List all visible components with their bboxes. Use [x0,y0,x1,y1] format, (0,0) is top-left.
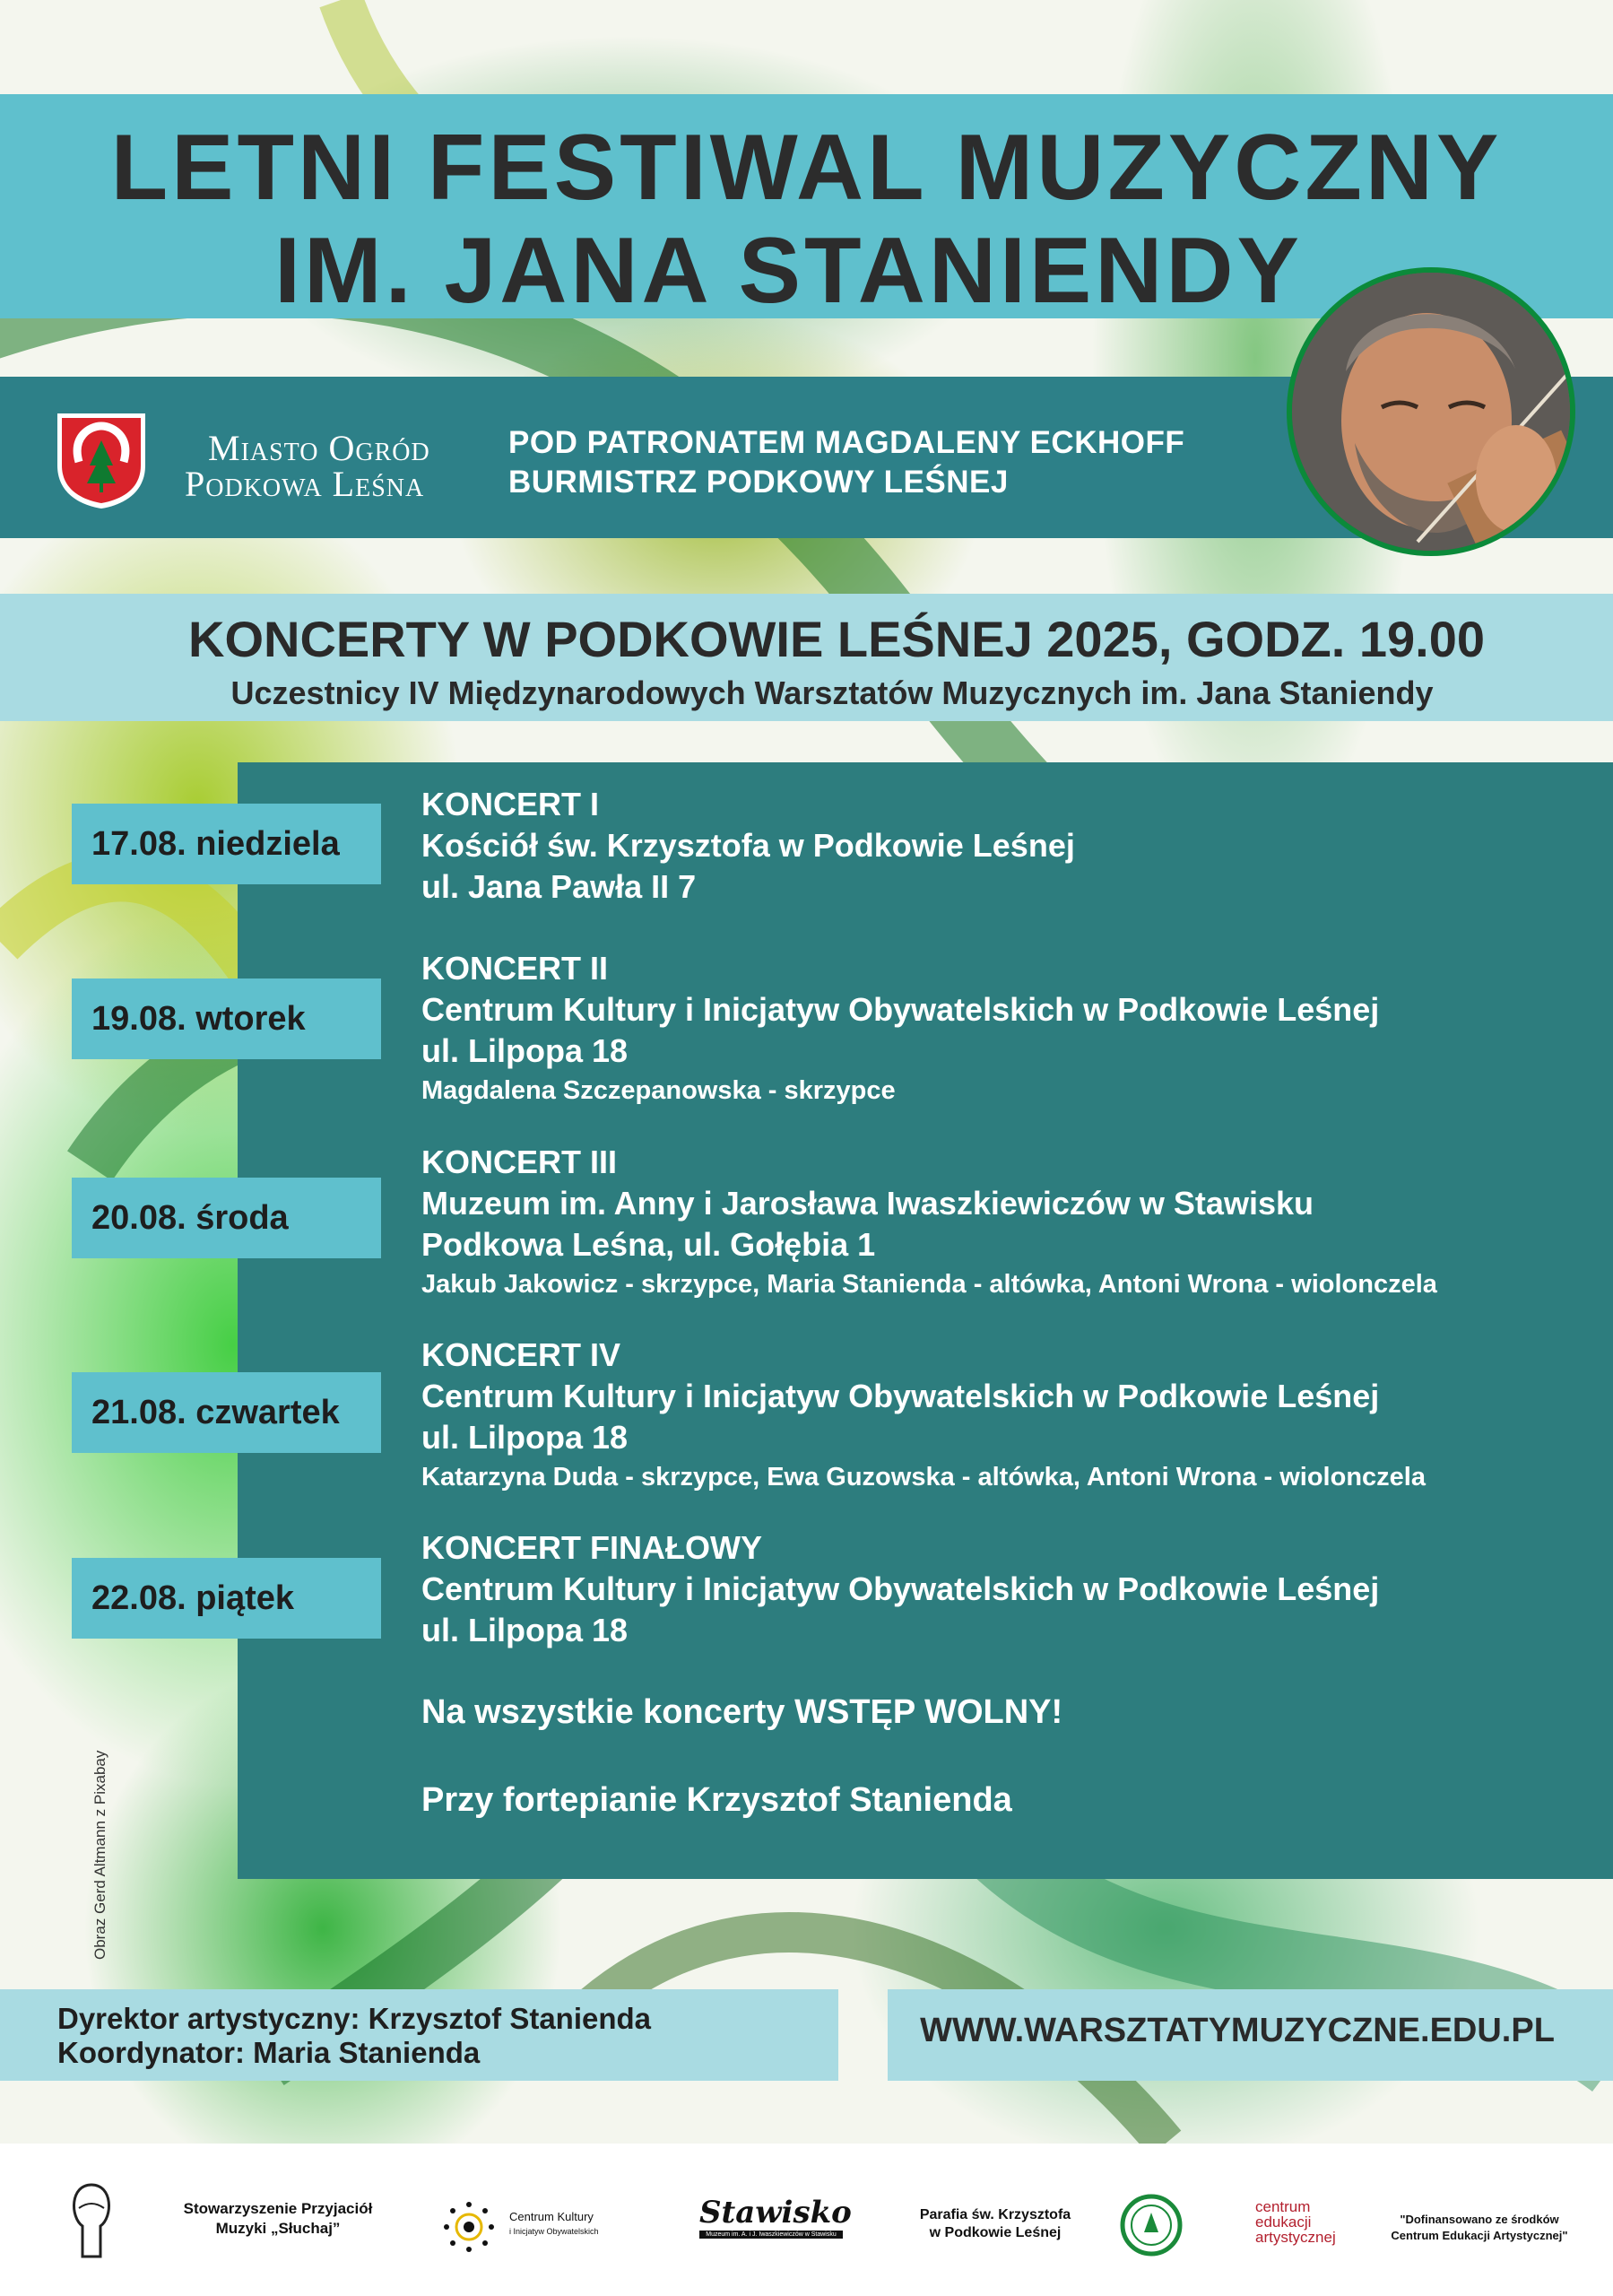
patronage-line-2: BURMISTRZ PODKOWY LEŚNEJ [508,465,1009,500]
parish-line-1: Parafia św. Krzysztofa [919,2207,1071,2222]
concert-address: ul. Lilpopa 18 [421,1419,629,1456]
concert-1 [421,784,1075,908]
concert-venue: Centrum Kultury i Inicjatyw Obywatelskich w Podkowie Leśnej [421,991,1380,1028]
concert-4 [421,1335,1426,1496]
coordinator: Koordynator: Maria Stanienda [57,2036,481,2069]
concert-performers: Magdalena Szczepanowska - skrzypce [421,1076,896,1105]
centrum-kultury-name [509,2210,653,2239]
society-name-line-2: Muzyki „Słuchaj” [215,2220,341,2237]
cea-logo [1255,2199,1354,2245]
concert-address: ul. Jana Pawła II 7 [421,868,697,905]
concert-5 [421,1527,1379,1651]
centrum-kultury-logo-icon [438,2196,500,2258]
cea-line-1: centrum [1255,2198,1311,2215]
concert-title: KONCERT II [421,950,609,987]
date-concert-1: 17.08. niedziela [72,804,381,884]
society-name-line-1: Stowarzyszenie Przyjaciół [183,2200,373,2217]
concert-venue: Centrum Kultury i Inicjatyw Obywatelskich w Podkowie Leśnej [421,1378,1380,1414]
concert-2 [421,948,1379,1109]
concert-3 [421,1142,1437,1303]
concert-title: KONCERT FINAŁOWY [421,1529,762,1566]
concert-title: KONCERT IV [421,1336,621,1373]
festival-title-line-2: IM. JANA STANIENDY [274,219,1303,323]
centrum-kultury-line-1: Centrum Kultury [509,2210,594,2223]
society-logo-icon [63,2181,120,2264]
stawisko-subtitle: Muzeum im. A. i J. Iwaszkiewiczów w Stawisku [699,2231,843,2239]
city-name-line-1: Miasto Ogród [208,428,430,468]
concert-address: Podkowa Leśna, ul. Gołębia 1 [421,1226,876,1263]
concerts-subheading: Uczestnicy IV Międzynarodowych Warsztatów Muzycznych im. Jana Staniendy [230,674,1434,711]
patronage-line-1: POD PATRONATEM MAGDALENY ECKHOFF [508,425,1185,460]
cea-line-2: edukacji [1255,2213,1312,2231]
violinist-portrait [1287,267,1575,556]
centrum-kultury-line-2: i Inicjatyw Obywatelskich [509,2227,599,2236]
concert-address: ul. Lilpopa 18 [421,1032,629,1069]
date-concert-5: 22.08. piątek [72,1558,381,1639]
parish-name [906,2206,1085,2242]
concert-venue: Kościół św. Krzysztofa w Podkowie Leśnej [421,827,1075,864]
cea-line-3: artystycznej [1255,2229,1336,2246]
artistic-director: Dyrektor artystyczny: Krzysztof Stanienda [57,2002,652,2035]
website-link[interactable]: WWW.WARSZTATYMUZYCZNE.EDU.PL [920,2012,1555,2049]
date-concert-4: 21.08. czwartek [72,1372,381,1453]
concert-address: ul. Lilpopa 18 [421,1612,629,1648]
funding-note [1376,2212,1583,2244]
concert-venue: Muzeum im. Anny i Jarosława Iwaszkiewiczów w Stawisku [421,1185,1314,1222]
concert-venue: Centrum Kultury i Inicjatyw Obywatelskich w Podkowie Leśnej [421,1570,1380,1607]
parish-line-2: w Podkowie Leśnej [929,2225,1062,2240]
date-concert-3: 20.08. środa [72,1178,381,1258]
stawisko-logo: Stawisko [699,2195,852,2231]
city-name-line-2: Podkowa Leśna [185,464,425,504]
concert-title: KONCERT I [421,786,599,822]
funding-line-2: Centrum Edukacji Artystycznej" [1391,2229,1568,2242]
date-concert-2: 19.08. wtorek [72,978,381,1059]
concert-performers: Katarzyna Duda - skrzypce, Ewa Guzowska - altówka, Antoni Wrona - wiolonczela [421,1463,1426,1492]
society-name [152,2199,403,2239]
concerts-heading: KONCERTY W PODKOWIE LEŚNEJ 2025, GODZ. 19.00 [188,611,1485,667]
portrait-illustration [1292,273,1570,551]
funding-line-1: "Dofinansowano ze środków [1400,2213,1559,2226]
school-logo-icon [1119,2193,1184,2257]
piano-note: Przy fortepianie Krzysztof Stanienda [421,1781,1012,1819]
free-entry-note: Na wszystkie koncerty WSTĘP WOLNY! [421,1693,1063,1731]
concert-title: KONCERT III [421,1144,618,1180]
image-credit: Obraz Gerd Altmann z Pixabay [91,1750,108,1960]
city-crest-icon [54,410,149,510]
festival-title-line-1: LETNI FESTIWAL MUZYCZNY [110,116,1503,220]
concert-performers: Jakub Jakowicz - skrzypce, Maria Stanienda - altówka, Antoni Wrona - wiolonczela [421,1270,1437,1299]
